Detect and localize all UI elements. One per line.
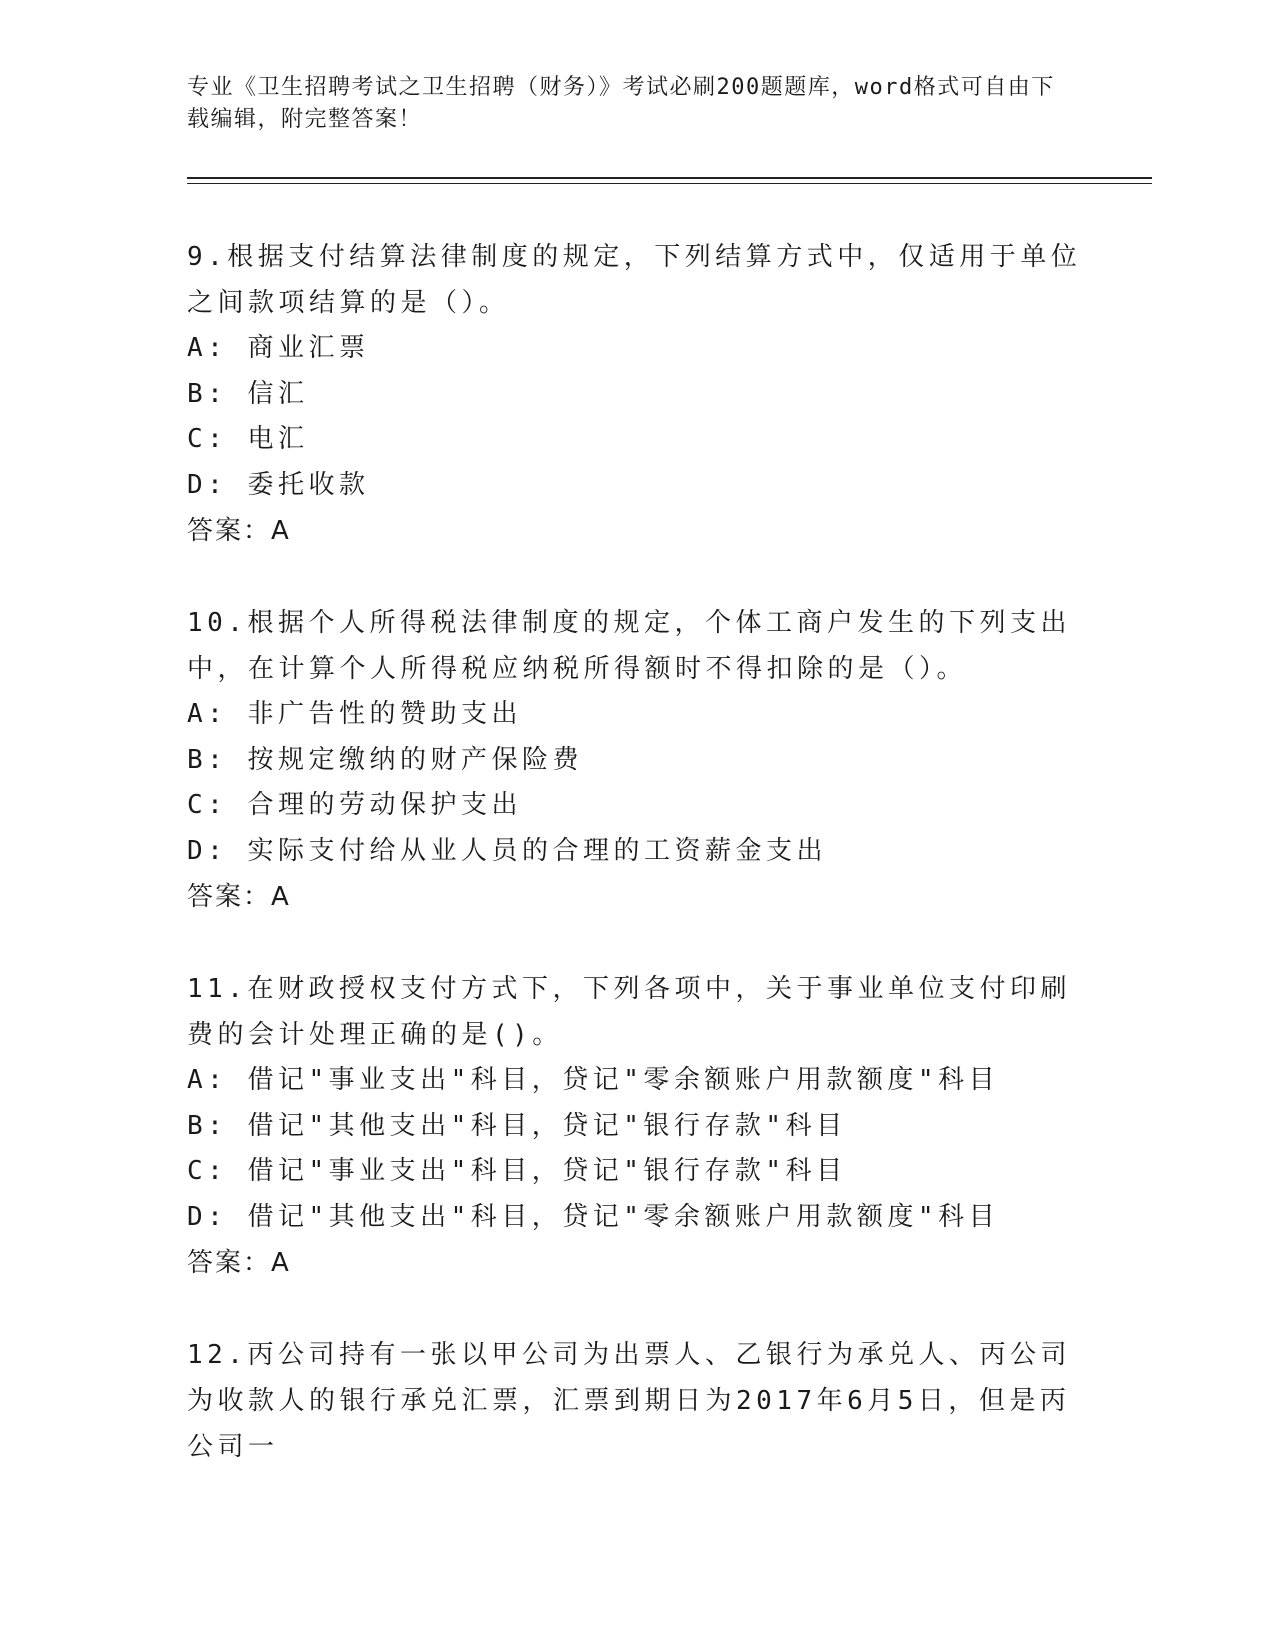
option-c: C: 借记"事业支出"科目，贷记"银行存款"科目	[187, 1156, 847, 1186]
option-d: D: 实际支付给从业人员的合理的工资薪金支出	[187, 835, 827, 866]
option-d: D: 借记"其他支出"科目，贷记"零余额账户用款额度"科目	[187, 1201, 1000, 1232]
option-b: B: 按规定缴纳的财产保险费	[187, 744, 583, 775]
answer-line: 答案：A	[187, 882, 291, 912]
answer-line: 答案：A	[187, 516, 291, 546]
option-a: A: 非广告性的赞助支出	[187, 699, 522, 729]
question-10	[187, 600, 1087, 920]
option-d: D: 委托收款	[187, 469, 370, 500]
option-a: A: 借记"事业支出"科目，贷记"零余额账户用款额度"科目	[187, 1065, 1000, 1095]
question-12	[187, 1332, 1087, 1470]
header-rule-thick	[187, 177, 1152, 179]
option-a: A: 商业汇票	[187, 333, 370, 363]
question-stem: 9.根据支付结算法律制度的规定，下列结算方式中，仅适用于单位之间款项结算的是（）。	[187, 242, 1082, 318]
question-list	[187, 234, 1087, 1516]
option-c: C: 电汇	[187, 424, 309, 454]
option-c: C: 合理的劳动保护支出	[187, 790, 522, 820]
header-rule-thin	[187, 183, 1152, 184]
option-b: B: 信汇	[187, 378, 309, 409]
question-11	[187, 966, 1087, 1286]
option-b: B: 借记"其他支出"科目，贷记"银行存款"科目	[187, 1110, 847, 1141]
question-stem: 10.根据个人所得税法律制度的规定，个体工商户发生的下列支出中，在计算个人所得税应纳税所得额时不得扣除的是（）。	[187, 608, 1071, 684]
question-stem: 11.在财政授权支付方式下，下列各项中，关于事业单位支付印刷费的会计处理正确的是()。	[187, 974, 1071, 1050]
question-9	[187, 234, 1087, 554]
document-header: 专业《卫生招聘考试之卫生招聘（财务）》考试必刷200题题库，word格式可自由下载编辑，附完整答案！	[187, 75, 1055, 132]
answer-line: 答案：A	[187, 1248, 291, 1278]
question-stem: 12.丙公司持有一张以甲公司为出票人、乙银行为承兑人、丙公司为收款人的银行承兑汇票，汇票到期日为2017年6月5日，但是丙公司一	[187, 1340, 1071, 1462]
